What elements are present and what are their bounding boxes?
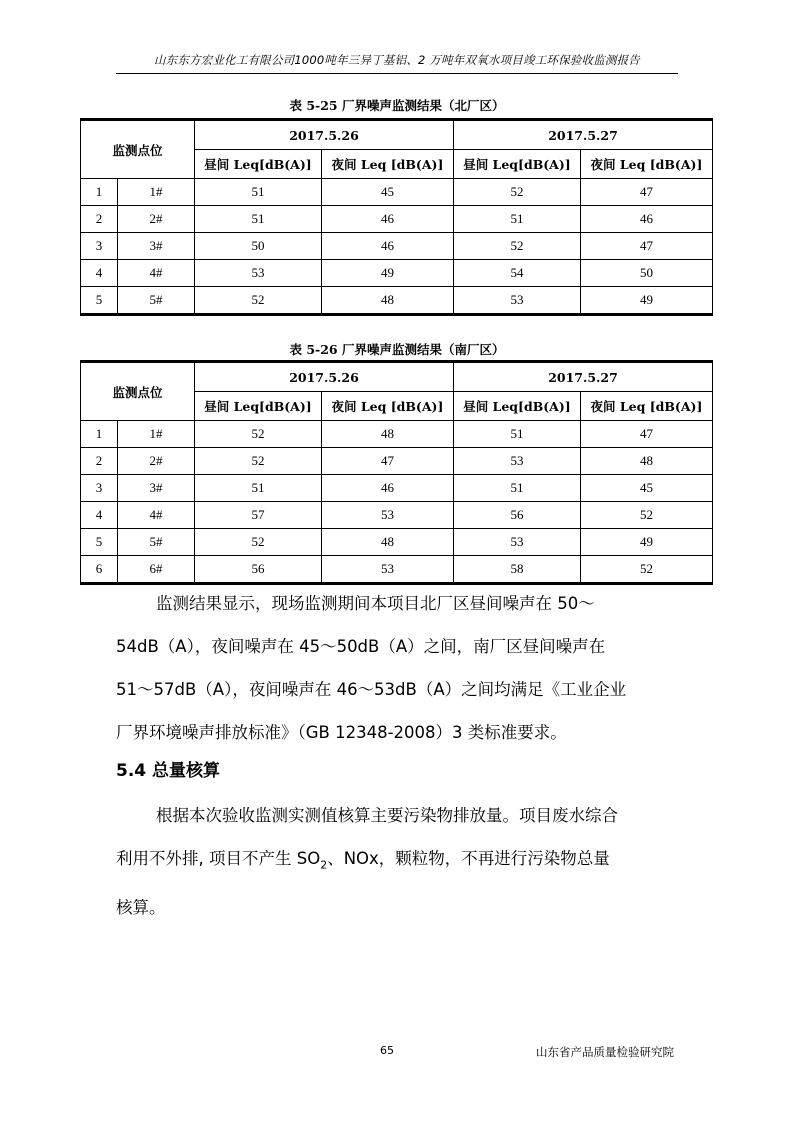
point-cell: 5# [118,287,195,315]
value-cell: 52 [195,421,322,448]
page-number: 65 [380,1044,394,1057]
value-cell: 52 [580,556,712,584]
value-cell: 49 [321,260,453,287]
value-cell: 47 [580,421,712,448]
value-cell: 51 [195,206,322,233]
table1-caption: 表 5-25 厂界噪声监测结果（北厂区） [289,98,505,113]
night-header: 夜间 Leq [dB(A)] [321,392,453,421]
point-header: 监测点位 [81,120,195,179]
point-cell: 2# [118,206,195,233]
value-cell: 45 [321,179,453,206]
total-paragraph [116,794,678,929]
value-cell: 51 [453,475,580,502]
point-cell: 1# [118,421,195,448]
value-cell: 53 [321,556,453,584]
section-heading: 5.4 总量核算 [116,761,221,781]
table-row [81,529,713,556]
value-cell: 46 [580,206,712,233]
value-cell: 46 [321,475,453,502]
point-cell: 2# [118,448,195,475]
night-header: 夜间 Leq [dB(A)] [321,150,453,179]
footer-organization: 山东省产品质量检验研究院 [536,1045,674,1059]
date1-header: 2017.5.26 [195,120,454,150]
paragraph-line: 根据本次验收监测实测值核算主要污染物排放量。项目废水综合 [156,806,618,825]
subscript: 2 [320,858,328,872]
date1-header: 2017.5.26 [195,362,454,392]
table-row [81,556,713,584]
paragraph-line: 51～57dB（A），夜间噪声在 46～53dB（A）之间均满足《工业企业 [116,680,627,699]
value-cell: 48 [321,421,453,448]
table-row [81,179,713,206]
row-number-cell: 4 [81,502,118,529]
value-cell: 50 [195,233,322,260]
value-cell: 52 [195,529,322,556]
row-number-cell: 3 [81,475,118,502]
date2-header: 2017.5.27 [453,120,712,150]
table-row [81,421,713,448]
value-cell: 53 [321,502,453,529]
point-cell: 1# [118,179,195,206]
point-cell: 5# [118,529,195,556]
table-row [81,475,713,502]
text-run: 利用不外排, 项目不产生 SO [116,849,321,868]
date2-header: 2017.5.27 [453,362,712,392]
table-row [81,233,713,260]
table-row [81,502,713,529]
value-cell: 52 [195,287,322,315]
row-number-cell: 2 [81,206,118,233]
row-number-cell: 1 [81,421,118,448]
point-cell: 4# [118,260,195,287]
point-header: 监测点位 [81,362,195,421]
day-header: 昼间 Leq[dB(A)] [453,150,580,179]
day-header: 昼间 Leq[dB(A)] [195,150,322,179]
value-cell: 48 [321,529,453,556]
value-cell: 49 [580,529,712,556]
running-header: 山东东方宏业化工有限公司1000吨年三异丁基铝、2 万吨年双氧水项目竣工环保验收监测报告 [153,53,641,67]
value-cell: 47 [580,179,712,206]
row-number-cell: 4 [81,260,118,287]
value-cell: 58 [453,556,580,584]
result-paragraph [116,582,678,754]
value-cell: 46 [321,233,453,260]
value-cell: 52 [580,502,712,529]
value-cell: 53 [195,260,322,287]
paragraph-line: 54dB（A），夜间噪声在 45～50dB（A）之间，南厂区昼间噪声在 [116,637,606,656]
table-row [81,206,713,233]
value-cell: 51 [195,475,322,502]
row-number-cell: 1 [81,179,118,206]
point-cell: 4# [118,502,195,529]
table-row [81,260,713,287]
night-header: 夜间 Leq [dB(A)] [580,392,712,421]
paragraph-line: 监测结果显示，现场监测期间本项目北厂区昼间噪声在 50～ [156,594,595,613]
value-cell: 50 [580,260,712,287]
value-cell: 56 [453,502,580,529]
value-cell: 53 [453,448,580,475]
value-cell: 46 [321,206,453,233]
value-cell: 52 [453,179,580,206]
value-cell: 51 [453,421,580,448]
value-cell: 54 [453,260,580,287]
value-cell: 52 [453,233,580,260]
point-cell: 3# [118,475,195,502]
text-run: 、NOx，颗粒物，不再进行污染物总量 [327,849,610,868]
value-cell: 57 [195,502,322,529]
paragraph-line: 厂界环境噪声排放标准》（GB 12348-2008）3 类标准要求。 [116,723,567,742]
value-cell: 51 [453,206,580,233]
value-cell: 47 [321,448,453,475]
value-cell: 51 [195,179,322,206]
row-number-cell: 5 [81,287,118,315]
value-cell: 53 [453,529,580,556]
point-cell: 3# [118,233,195,260]
value-cell: 56 [195,556,322,584]
value-cell: 47 [580,233,712,260]
night-header: 夜间 Leq [dB(A)] [580,150,712,179]
day-header: 昼间 Leq[dB(A)] [453,392,580,421]
value-cell: 49 [580,287,712,315]
paragraph-line [116,837,678,886]
point-cell: 6# [118,556,195,584]
noise-table-north [80,118,713,316]
noise-table-south [80,360,713,585]
value-cell: 48 [321,287,453,315]
row-number-cell: 3 [81,233,118,260]
row-number-cell: 2 [81,448,118,475]
table-row [81,448,713,475]
value-cell: 48 [580,448,712,475]
table-row [81,287,713,315]
row-number-cell: 5 [81,529,118,556]
row-number-cell: 6 [81,556,118,584]
table2-caption: 表 5-26 厂界噪声监测结果（南厂区） [289,342,505,357]
day-header: 昼间 Leq[dB(A)] [195,392,322,421]
value-cell: 45 [580,475,712,502]
value-cell: 53 [453,287,580,315]
paragraph-line: 核算。 [116,898,166,918]
header-rule [116,73,678,74]
value-cell: 52 [195,448,322,475]
